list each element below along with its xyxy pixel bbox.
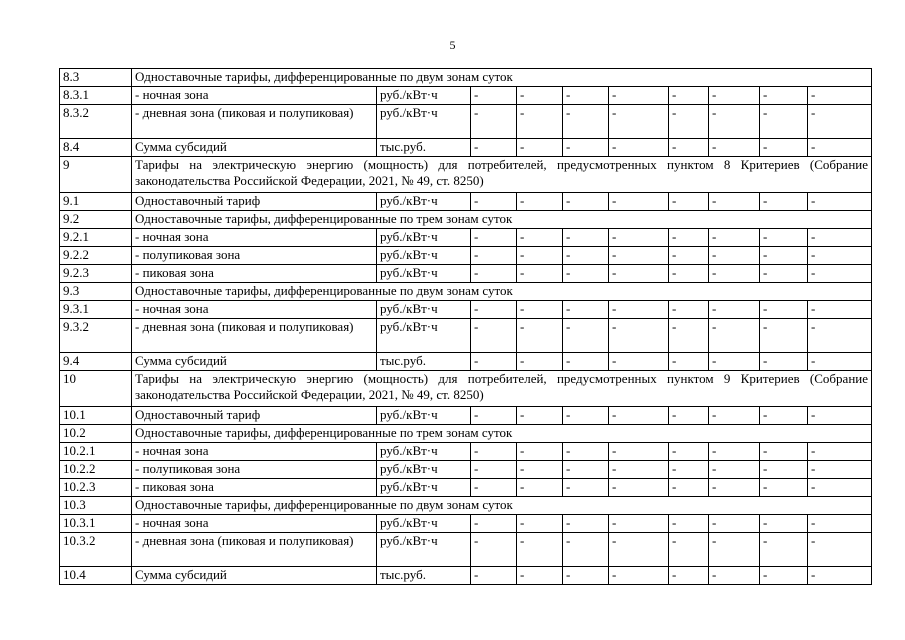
value-cell: - (669, 229, 709, 247)
value-cell: - (808, 319, 872, 353)
value-cell: - (808, 567, 872, 585)
value-cell: - (669, 193, 709, 211)
value-cell: - (517, 301, 563, 319)
table-row (60, 567, 872, 585)
value-cell: - (709, 515, 760, 533)
table-row (60, 319, 872, 353)
row-number: 10.3 (60, 497, 132, 515)
unit-cell: тыс.руб. (377, 353, 471, 371)
row-label: - ночная зона (132, 515, 377, 533)
value-cell: - (563, 461, 609, 479)
subheader-row (60, 211, 872, 229)
value-cell: - (669, 533, 709, 567)
value-cell: - (669, 87, 709, 105)
value-cell: - (471, 353, 517, 371)
value-cell: - (609, 461, 669, 479)
table-row (60, 139, 872, 157)
value-cell: - (760, 247, 808, 265)
section-row (60, 157, 872, 193)
value-cell: - (471, 229, 517, 247)
unit-cell: руб./кВт·ч (377, 443, 471, 461)
value-cell: - (808, 247, 872, 265)
value-cell: - (609, 139, 669, 157)
value-cell: - (760, 479, 808, 497)
value-cell: - (517, 265, 563, 283)
value-cell: - (760, 105, 808, 139)
value-cell: - (760, 229, 808, 247)
table-row (60, 461, 872, 479)
row-number: 9.4 (60, 353, 132, 371)
tariff-table (59, 68, 872, 585)
row-number: 9.3.2 (60, 319, 132, 353)
value-cell: - (760, 193, 808, 211)
table-row (60, 301, 872, 319)
value-cell: - (808, 353, 872, 371)
table-row (60, 443, 872, 461)
value-cell: - (760, 461, 808, 479)
value-cell: - (609, 247, 669, 265)
table-row (60, 407, 872, 425)
value-cell: - (669, 567, 709, 585)
value-cell: - (517, 193, 563, 211)
value-cell: - (709, 443, 760, 461)
table-row (60, 265, 872, 283)
row-number: 9.1 (60, 193, 132, 211)
table-row (60, 247, 872, 265)
value-cell: - (709, 193, 760, 211)
value-cell: - (760, 533, 808, 567)
value-cell: - (517, 319, 563, 353)
value-cell: - (471, 533, 517, 567)
value-cell: - (808, 479, 872, 497)
value-cell: - (563, 105, 609, 139)
unit-cell: руб./кВт·ч (377, 247, 471, 265)
value-cell: - (517, 407, 563, 425)
row-number: 9.2 (60, 211, 132, 229)
value-cell: - (669, 301, 709, 319)
value-cell: - (709, 567, 760, 585)
value-cell: - (808, 229, 872, 247)
value-cell: - (471, 193, 517, 211)
value-cell: - (471, 139, 517, 157)
row-number: 9.2.2 (60, 247, 132, 265)
value-cell: - (563, 265, 609, 283)
value-cell: - (760, 407, 808, 425)
value-cell: - (609, 533, 669, 567)
value-cell: - (669, 407, 709, 425)
value-cell: - (471, 515, 517, 533)
row-label: Сумма субсидий (132, 139, 377, 157)
value-cell: - (563, 533, 609, 567)
value-cell: - (609, 319, 669, 353)
value-cell: - (709, 265, 760, 283)
unit-cell: руб./кВт·ч (377, 301, 471, 319)
value-cell: - (471, 407, 517, 425)
unit-cell: руб./кВт·ч (377, 87, 471, 105)
value-cell: - (709, 87, 760, 105)
value-cell: - (609, 479, 669, 497)
value-cell: - (563, 87, 609, 105)
value-cell: - (669, 319, 709, 353)
section-title: Тарифы на электрическую энергию (мощность) для потребителей, предусмотренных пунктом 8 Критериев (Собрание законодательства Российской Федерации, 2021, № 49, ст. 8250) (132, 157, 872, 193)
row-label: - ночная зона (132, 87, 377, 105)
subheader-title: Одноставочные тарифы, дифференцированные по двум зонам суток (132, 69, 872, 87)
row-number: 10.2.3 (60, 479, 132, 497)
value-cell: - (517, 567, 563, 585)
row-label: - пиковая зона (132, 265, 377, 283)
table-row (60, 515, 872, 533)
value-cell: - (563, 139, 609, 157)
value-cell: - (808, 105, 872, 139)
section-row (60, 371, 872, 407)
value-cell: - (669, 479, 709, 497)
row-label: - ночная зона (132, 301, 377, 319)
row-label: - ночная зона (132, 443, 377, 461)
unit-cell: руб./кВт·ч (377, 319, 471, 353)
row-number: 9 (60, 157, 132, 193)
unit-cell: руб./кВт·ч (377, 533, 471, 567)
subheader-title: Одноставочные тарифы, дифференцированные по двум зонам суток (132, 283, 872, 301)
row-number: 10.2.2 (60, 461, 132, 479)
value-cell: - (471, 567, 517, 585)
value-cell: - (471, 265, 517, 283)
value-cell: - (471, 247, 517, 265)
value-cell: - (517, 461, 563, 479)
value-cell: - (517, 247, 563, 265)
value-cell: - (609, 301, 669, 319)
value-cell: - (709, 105, 760, 139)
value-cell: - (471, 301, 517, 319)
value-cell: - (709, 407, 760, 425)
row-label: - дневная зона (пиковая и полупиковая) (132, 319, 377, 353)
value-cell: - (609, 567, 669, 585)
table-row (60, 87, 872, 105)
value-cell: - (709, 479, 760, 497)
value-cell: - (563, 247, 609, 265)
value-cell: - (517, 139, 563, 157)
row-label: - дневная зона (пиковая и полупиковая) (132, 533, 377, 567)
row-number: 9.2.3 (60, 265, 132, 283)
value-cell: - (563, 193, 609, 211)
value-cell: - (609, 443, 669, 461)
value-cell: - (808, 533, 872, 567)
value-cell: - (563, 353, 609, 371)
value-cell: - (609, 193, 669, 211)
value-cell: - (808, 265, 872, 283)
value-cell: - (471, 479, 517, 497)
table-row (60, 479, 872, 497)
value-cell: - (517, 353, 563, 371)
value-cell: - (709, 533, 760, 567)
row-number: 10.2 (60, 425, 132, 443)
value-cell: - (669, 247, 709, 265)
value-cell: - (669, 265, 709, 283)
unit-cell: руб./кВт·ч (377, 515, 471, 533)
unit-cell: руб./кВт·ч (377, 461, 471, 479)
value-cell: - (517, 229, 563, 247)
table-row (60, 533, 872, 567)
row-number: 10.4 (60, 567, 132, 585)
page-number: 5 (449, 38, 456, 52)
row-number: 10.1 (60, 407, 132, 425)
value-cell: - (808, 139, 872, 157)
table-row (60, 105, 872, 139)
value-cell: - (609, 87, 669, 105)
value-cell: - (709, 139, 760, 157)
row-number: 10 (60, 371, 132, 407)
row-number: 8.3.1 (60, 87, 132, 105)
value-cell: - (760, 515, 808, 533)
value-cell: - (808, 87, 872, 105)
subheader-row (60, 497, 872, 515)
value-cell: - (563, 301, 609, 319)
unit-cell: руб./кВт·ч (377, 265, 471, 283)
unit-cell: руб./кВт·ч (377, 407, 471, 425)
value-cell: - (808, 301, 872, 319)
tariff-table-body (60, 69, 872, 585)
value-cell: - (760, 301, 808, 319)
unit-cell: руб./кВт·ч (377, 229, 471, 247)
value-cell: - (808, 461, 872, 479)
subheader-row (60, 69, 872, 87)
value-cell: - (709, 301, 760, 319)
value-cell: - (669, 139, 709, 157)
row-label: - полупиковая зона (132, 461, 377, 479)
value-cell: - (563, 229, 609, 247)
value-cell: - (709, 461, 760, 479)
row-number: 10.2.1 (60, 443, 132, 461)
row-label: Сумма субсидий (132, 567, 377, 585)
row-label: - пиковая зона (132, 479, 377, 497)
row-number: 8.4 (60, 139, 132, 157)
value-cell: - (563, 443, 609, 461)
row-number: 8.3 (60, 69, 132, 87)
row-number: 10.3.2 (60, 533, 132, 567)
value-cell: - (517, 443, 563, 461)
value-cell: - (471, 87, 517, 105)
value-cell: - (471, 105, 517, 139)
value-cell: - (471, 443, 517, 461)
value-cell: - (669, 461, 709, 479)
value-cell: - (709, 353, 760, 371)
value-cell: - (669, 515, 709, 533)
value-cell: - (760, 139, 808, 157)
value-cell: - (808, 193, 872, 211)
value-cell: - (760, 443, 808, 461)
subheader-title: Одноставочные тарифы, дифференцированные по трем зонам суток (132, 425, 872, 443)
value-cell: - (563, 567, 609, 585)
table-row (60, 353, 872, 371)
row-number: 9.2.1 (60, 229, 132, 247)
unit-cell: тыс.руб. (377, 567, 471, 585)
value-cell: - (609, 229, 669, 247)
table-row (60, 229, 872, 247)
subheader-row (60, 283, 872, 301)
row-label: Одноставочный тариф (132, 193, 377, 211)
row-number: 8.3.2 (60, 105, 132, 139)
value-cell: - (609, 407, 669, 425)
value-cell: - (609, 265, 669, 283)
row-number: 9.3.1 (60, 301, 132, 319)
subheader-row (60, 425, 872, 443)
value-cell: - (563, 319, 609, 353)
value-cell: - (760, 265, 808, 283)
value-cell: - (808, 407, 872, 425)
value-cell: - (563, 479, 609, 497)
value-cell: - (563, 407, 609, 425)
value-cell: - (669, 443, 709, 461)
table-row (60, 193, 872, 211)
row-number: 9.3 (60, 283, 132, 301)
row-number: 10.3.1 (60, 515, 132, 533)
unit-cell: тыс.руб. (377, 139, 471, 157)
section-title: Тарифы на электрическую энергию (мощность) для потребителей, предусмотренных пунктом 9 Критериев (Собрание законодательства Российской Федерации, 2021, № 49, ст. 8250) (132, 371, 872, 407)
row-label: Одноставочный тариф (132, 407, 377, 425)
value-cell: - (517, 479, 563, 497)
value-cell: - (709, 319, 760, 353)
unit-cell: руб./кВт·ч (377, 105, 471, 139)
value-cell: - (609, 515, 669, 533)
value-cell: - (609, 105, 669, 139)
row-label: Сумма субсидий (132, 353, 377, 371)
unit-cell: руб./кВт·ч (377, 193, 471, 211)
value-cell: - (669, 353, 709, 371)
value-cell: - (609, 353, 669, 371)
subheader-title: Одноставочные тарифы, дифференцированные по двум зонам суток (132, 497, 872, 515)
value-cell: - (760, 567, 808, 585)
value-cell: - (517, 87, 563, 105)
unit-cell: руб./кВт·ч (377, 479, 471, 497)
row-label: - дневная зона (пиковая и полупиковая) (132, 105, 377, 139)
row-label: - полупиковая зона (132, 247, 377, 265)
value-cell: - (808, 443, 872, 461)
value-cell: - (760, 353, 808, 371)
value-cell: - (760, 319, 808, 353)
value-cell: - (563, 515, 609, 533)
value-cell: - (517, 105, 563, 139)
value-cell: - (760, 87, 808, 105)
value-cell: - (709, 247, 760, 265)
value-cell: - (471, 319, 517, 353)
value-cell: - (808, 515, 872, 533)
value-cell: - (709, 229, 760, 247)
row-label: - ночная зона (132, 229, 377, 247)
value-cell: - (471, 461, 517, 479)
subheader-title: Одноставочные тарифы, дифференцированные по трем зонам суток (132, 211, 872, 229)
value-cell: - (517, 533, 563, 567)
value-cell: - (669, 105, 709, 139)
value-cell: - (517, 515, 563, 533)
